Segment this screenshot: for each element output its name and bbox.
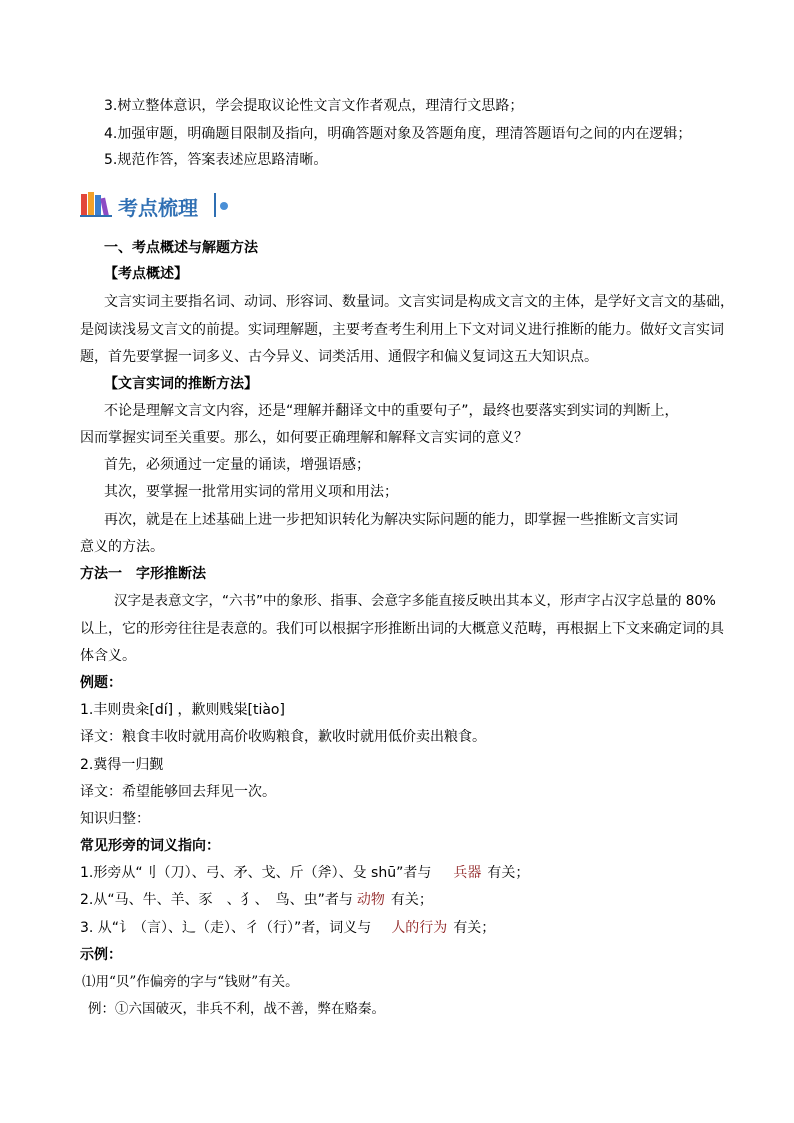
intro-line-5: 5.规范作答，答案表述应思路清晰。 [104,152,328,168]
title-bar [214,193,216,217]
method-line-4: 其次，要掌握一批常用实词的常用义项和用法； [104,484,398,500]
knowledge-label: 知识归整： [80,811,150,827]
example-2: 2.冀得一归觐 [80,757,164,773]
rule-2 [80,890,433,910]
rule-3 [80,918,495,938]
method-line-5: 再次，就是在上述基础上进一步把知识转化为解决实际问题的能力，即掌握一些推断文言实词 [104,512,678,528]
example-1-translation: 译文：粮食丰收时就用高价收购粮食，歉收时就用低价卖出粮食。 [80,729,486,745]
intro-line-4: 4.加强审题，明确题目限制及指向，明确答题对象及答题角度，理清答题语句之间的内在逻辑； [104,126,692,142]
heading-overview-methods: 一、考点概述与解题方法 [104,240,258,256]
rule-3-prefix: 3. 从“讠（言）、辶（走）、彳（行）”者，词义与 [80,920,372,936]
sample-1: ⑴用“贝”作偏旁的字与“钱财”有关。 [82,974,299,990]
method-line-2: 因而掌握实词至关重要。那么，如何要正确理解和解释文言实词的意义？ [80,430,528,446]
rule-1-answer: 兵器 [453,865,482,881]
rule-2-answer: 动物 [356,892,385,908]
overview-label: 【考点概述】 [104,266,188,282]
rule-1-prefix: 1.形旁从“刂（刀）、弓、矛、戈、斤（斧）、殳 shū”者与 [80,865,432,881]
example-label: 例题： [80,675,122,691]
method-line-3: 首先，必须通过一定量的诵读，增强语感； [104,457,370,473]
rule-2-suffix: 有关； [390,892,433,908]
rule-1 [80,863,529,883]
method1-line-3: 体含义。 [80,648,136,664]
method-line-1: 不论是理解文言文内容，还是“理解并翻译文中的重要句子”，最终也要落实到实词的判断上， [104,403,679,419]
section-title: 考点梳理 [118,196,198,220]
title-dot-icon [220,202,228,210]
rule-3-answer: 人的行为 [391,920,448,936]
section-header [80,188,240,222]
method1-title: 方法一 字形推断法 [80,566,206,582]
overview-line-2: 是阅读浅易文言文的前提。实词理解题，主要考查考生利用上下文对词义进行推断的能力。做好文言实词 [80,322,724,338]
rule-2-prefix: 2.从“马、牛、羊、豕 、犭、 鸟、虫”者与 [80,892,353,908]
common-radicals-title: 常见形旁的词义指向： [80,838,220,854]
rule-3-suffix: 有关； [453,920,496,936]
sample-label: 示例： [80,947,122,963]
overview-line-1: 文言实词主要指名词、动词、形容词、数量词。文言实词是构成文言文的主体，是学好文言文的基础， [104,294,734,310]
method1-line-1: 汉字是表意文字，“六书”中的象形、指事、会意字多能直接反映出其本义，形声字占汉字总量的 80% [114,593,716,609]
method1-line-2: 以上，它的形旁往往是表意的。我们可以根据字形推断出词的大概意义范畴，再根据上下文来确定词的具 [80,621,724,637]
rule-1-suffix: 有关； [487,865,530,881]
intro-line-3: 3.树立整体意识，学会提取议论性文言文作者观点，理清行文思路； [104,98,524,114]
books-icon [80,190,114,218]
example-2-translation: 译文：希望能够回去拜见一次。 [80,784,276,800]
overview-line-3: 题，首先要掌握一词多义、古今异义、词类活用、通假字和偏义复词这五大知识点。 [80,349,598,365]
method-line-6: 意义的方法。 [80,539,164,555]
method-label: 【文言实词的推断方法】 [104,376,258,392]
sample-1-example: 例：①六国破灭，非兵不利，战不善，弊在赂秦。 [88,1001,385,1017]
example-1: 1.丰则贵籴[dí] ，歉则贱粜[tiào] [80,702,285,718]
